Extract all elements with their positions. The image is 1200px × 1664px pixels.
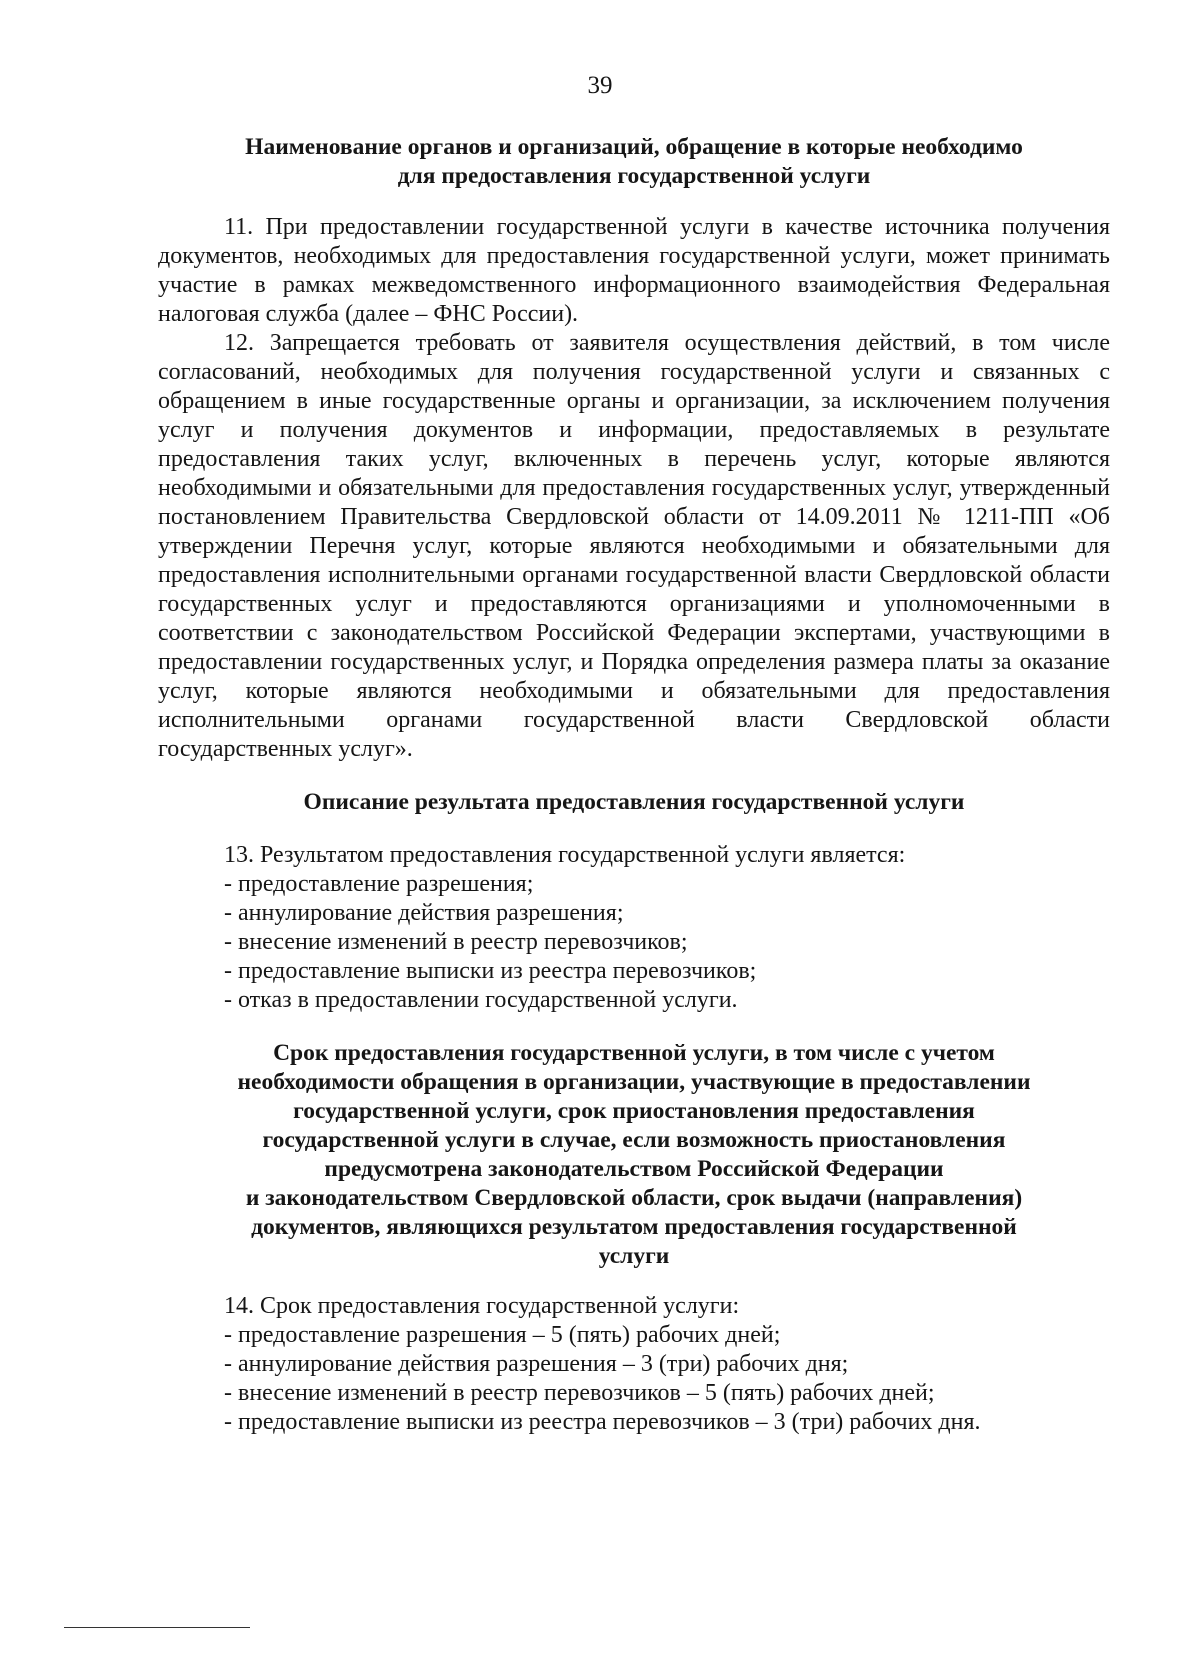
paragraph-14-intro: 14. Срок предоставления государственной услуги:: [224, 1293, 740, 1319]
heading-line: услуги: [598, 1243, 670, 1269]
heading-line: предусмотрена законодательством Российской Федерации: [324, 1156, 944, 1182]
paragraph-12: 12. Запрещается требовать от заявителя осуществления действий, в том числе согласований, необходимых для получения государственной услуги и связанных с обращением в иные государственные органы и организации, за исключением получения услуг и получения документов и информации, предоставляемых в результате предоставления таких услуг, включенных в перечень услуг, которые являются необходимыми и обязательными для предоставления государственных услуг, утвержденный постановлением Правительства Свердловской области от 14.09.2011 № 1211-ПП «Об утверждении Перечня услуг, которые являются необходимыми и обязательными для предоставления исполнительными органами государственной власти Свердловской области государственных услуг и предоставляются организациями и уполномоченными в соответствии с законодательством Российской Федерации экспертами, участвующими в предоставлении государственных услуг, и Порядка определения размера платы за оказание услуг, которые являются необходимыми и обязательными для предоставления исполнительными органами государственной власти Свердловской области государственных услуг».: [158, 330, 1110, 762]
list-item: - аннулирование действия разрешения – 3 (три) рабочих дня;: [224, 1351, 849, 1377]
heading-line: государственной услуги в случае, если возможность приостановления: [262, 1127, 1006, 1153]
heading-line: документов, являющихся результатом предоставления государственной: [251, 1214, 1017, 1240]
heading-line: для предоставления государственной услуги: [397, 163, 871, 189]
list-item: - аннулирование действия разрешения;: [224, 900, 624, 926]
heading-line: и законодательством Свердловской области, срок выдачи (направления): [245, 1185, 1023, 1211]
page-content: [158, 133, 1110, 1437]
section-heading-result: Описание результата предоставления государственной услуги: [303, 789, 965, 815]
list-item: - предоставление разрешения;: [224, 871, 534, 897]
list-item: - отказ в предоставлении государственной услуги.: [224, 987, 738, 1013]
list-item: - предоставление разрешения – 5 (пять) рабочих дней;: [224, 1322, 781, 1348]
paragraph-13-intro: 13. Результатом предоставления государственной услуги является:: [224, 842, 906, 868]
list-item: - предоставление выписки из реестра перевозчиков – 3 (три) рабочих дня.: [224, 1409, 981, 1435]
section-heading-term: [158, 1039, 1110, 1271]
heading-line: необходимости обращения в организации, участвующие в предоставлении: [237, 1069, 1031, 1095]
list-item: - предоставление выписки из реестра перевозчиков;: [224, 958, 757, 984]
list-item: - внесение изменений в реестр перевозчиков – 5 (пять) рабочих дней;: [224, 1380, 935, 1406]
list-item: - внесение изменений в реестр перевозчиков;: [224, 929, 688, 955]
page-number: 39: [587, 72, 613, 99]
heading-line: Срок предоставления государственной услуги, в том числе с учетом: [273, 1040, 995, 1066]
footnote-separator: [64, 1627, 250, 1628]
heading-line: Наименование органов и организаций, обращение в которые необходимо: [245, 134, 1023, 160]
paragraph-11: 11. При предоставлении государственной услуги в качестве источника получения документов, необходимых для предоставления государственной услуги, может принимать участие в рамках межведомственного информационного взаимодействия Федеральная налоговая служба (далее – ФНС России).: [158, 214, 1110, 327]
section-heading-organizations: [158, 133, 1110, 191]
heading-line: государственной услуги, срок приостановления предоставления: [293, 1098, 975, 1124]
